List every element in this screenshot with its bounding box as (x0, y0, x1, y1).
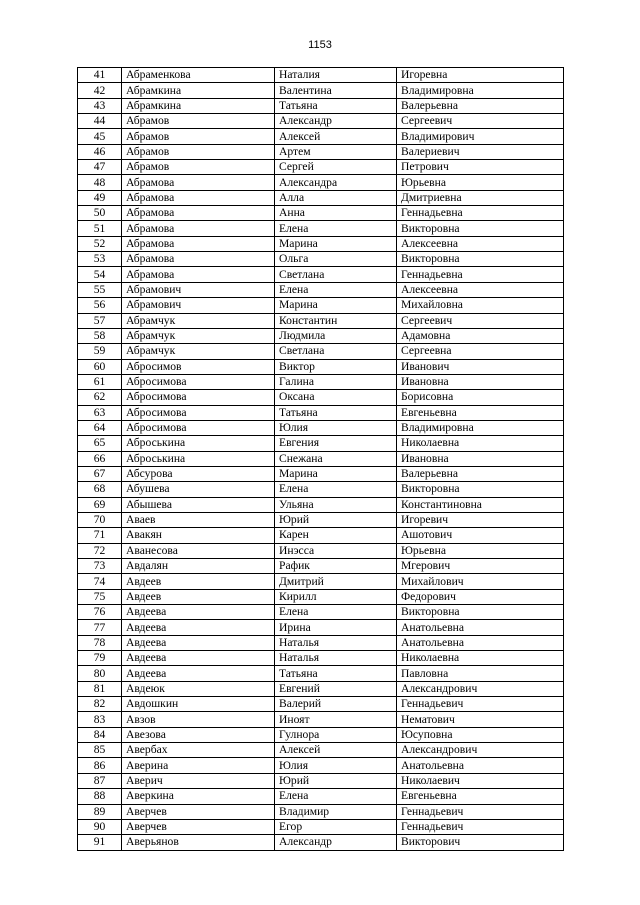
table-row (78, 298, 564, 313)
last-name-cell: Абсурова (122, 466, 275, 481)
table-row (78, 559, 564, 574)
first-name-cell: Александр (275, 835, 397, 850)
last-name-cell: Аверкина (122, 789, 275, 804)
patronymic-cell: Дмитриевна (397, 190, 564, 205)
table-row (78, 436, 564, 451)
first-name-cell: Снежана (275, 451, 397, 466)
row-number-cell: 68 (78, 482, 122, 497)
table-row (78, 190, 564, 205)
row-number-cell: 67 (78, 466, 122, 481)
table-row (78, 68, 564, 83)
row-number-cell: 75 (78, 589, 122, 604)
first-name-cell: Артем (275, 144, 397, 159)
patronymic-cell: Сергеевич (397, 114, 564, 129)
first-name-cell: Юрий (275, 773, 397, 788)
table-row (78, 405, 564, 420)
last-name-cell: Абрамкина (122, 98, 275, 113)
row-number-cell: 84 (78, 727, 122, 742)
last-name-cell: Авдеев (122, 574, 275, 589)
patronymic-cell: Валерьевна (397, 466, 564, 481)
first-name-cell: Елена (275, 482, 397, 497)
table-row (78, 482, 564, 497)
patronymic-cell: Иванович (397, 359, 564, 374)
row-number-cell: 49 (78, 190, 122, 205)
row-number-cell: 48 (78, 175, 122, 190)
table-row (78, 727, 564, 742)
row-number-cell: 76 (78, 605, 122, 620)
row-number-cell: 64 (78, 420, 122, 435)
first-name-cell: Александра (275, 175, 397, 190)
table-row (78, 528, 564, 543)
first-name-cell: Людмила (275, 328, 397, 343)
last-name-cell: Авдеева (122, 666, 275, 681)
table-row (78, 236, 564, 251)
table-row (78, 773, 564, 788)
row-number-cell: 51 (78, 221, 122, 236)
first-name-cell: Иноят (275, 712, 397, 727)
first-name-cell: Елена (275, 789, 397, 804)
row-number-cell: 89 (78, 804, 122, 819)
first-name-cell: Рафик (275, 559, 397, 574)
first-name-cell: Юрий (275, 512, 397, 527)
row-number-cell: 71 (78, 528, 122, 543)
first-name-cell: Дмитрий (275, 574, 397, 589)
row-number-cell: 79 (78, 651, 122, 666)
table-row (78, 681, 564, 696)
patronymic-cell: Федорович (397, 589, 564, 604)
row-number-cell: 55 (78, 282, 122, 297)
last-name-cell: Аверина (122, 758, 275, 773)
first-name-cell: Наталия (275, 68, 397, 83)
row-number-cell: 44 (78, 114, 122, 129)
first-name-cell: Ирина (275, 620, 397, 635)
last-name-cell: Авзов (122, 712, 275, 727)
table-row (78, 144, 564, 159)
last-name-cell: Аваев (122, 512, 275, 527)
patronymic-cell: Николаевна (397, 651, 564, 666)
first-name-cell: Ульяна (275, 497, 397, 512)
table-row (78, 743, 564, 758)
patronymic-cell: Валериевич (397, 144, 564, 159)
patronymic-cell: Александрович (397, 743, 564, 758)
patronymic-cell: Алексеевна (397, 236, 564, 251)
table-row (78, 129, 564, 144)
last-name-cell: Аброськина (122, 451, 275, 466)
row-number-cell: 62 (78, 390, 122, 405)
patronymic-cell: Анатольевна (397, 635, 564, 650)
first-name-cell: Юлия (275, 420, 397, 435)
last-name-cell: Авдошкин (122, 697, 275, 712)
last-name-cell: Абрамова (122, 221, 275, 236)
row-number-cell: 91 (78, 835, 122, 850)
row-number-cell: 72 (78, 543, 122, 558)
row-number-cell: 86 (78, 758, 122, 773)
table-row (78, 206, 564, 221)
last-name-cell: Абрамов (122, 129, 275, 144)
patronymic-cell: Игоревна (397, 68, 564, 83)
first-name-cell: Валентина (275, 83, 397, 98)
table-row (78, 282, 564, 297)
table-row (78, 160, 564, 175)
patronymic-cell: Евгеньевна (397, 405, 564, 420)
first-name-cell: Александр (275, 114, 397, 129)
row-number-cell: 45 (78, 129, 122, 144)
first-name-cell: Владимир (275, 804, 397, 819)
table-row (78, 175, 564, 190)
table-row (78, 758, 564, 773)
table-row (78, 374, 564, 389)
row-number-cell: 65 (78, 436, 122, 451)
patronymic-cell: Геннадьевич (397, 819, 564, 834)
table-row (78, 359, 564, 374)
last-name-cell: Абрамова (122, 267, 275, 282)
first-name-cell: Алексей (275, 129, 397, 144)
last-name-cell: Абросимова (122, 405, 275, 420)
patronymic-cell: Юрьевна (397, 175, 564, 190)
table-row (78, 83, 564, 98)
first-name-cell: Наталья (275, 635, 397, 650)
row-number-cell: 87 (78, 773, 122, 788)
patronymic-cell: Адамовна (397, 328, 564, 343)
table-row (78, 252, 564, 267)
patronymic-cell: Владимировна (397, 83, 564, 98)
first-name-cell: Елена (275, 605, 397, 620)
first-name-cell: Константин (275, 313, 397, 328)
patronymic-cell: Нематович (397, 712, 564, 727)
last-name-cell: Абросимова (122, 374, 275, 389)
table-row (78, 420, 564, 435)
row-number-cell: 42 (78, 83, 122, 98)
patronymic-cell: Викторовна (397, 252, 564, 267)
last-name-cell: Абрамова (122, 236, 275, 251)
first-name-cell: Галина (275, 374, 397, 389)
patronymic-cell: Викторовна (397, 482, 564, 497)
table-row (78, 451, 564, 466)
last-name-cell: Абрамова (122, 190, 275, 205)
table-row (78, 328, 564, 343)
row-number-cell: 70 (78, 512, 122, 527)
first-name-cell: Елена (275, 221, 397, 236)
row-number-cell: 77 (78, 620, 122, 635)
first-name-cell: Карен (275, 528, 397, 543)
row-number-cell: 88 (78, 789, 122, 804)
patronymic-cell: Михайлович (397, 574, 564, 589)
table-row (78, 98, 564, 113)
patronymic-cell: Викторовна (397, 605, 564, 620)
row-number-cell: 56 (78, 298, 122, 313)
first-name-cell: Татьяна (275, 666, 397, 681)
patronymic-cell: Ивановна (397, 374, 564, 389)
patronymic-cell: Анатольевна (397, 758, 564, 773)
first-name-cell: Ольга (275, 252, 397, 267)
patronymic-cell: Сергеевич (397, 313, 564, 328)
patronymic-cell: Геннадьевич (397, 697, 564, 712)
last-name-cell: Аверчев (122, 804, 275, 819)
patronymic-cell: Игоревич (397, 512, 564, 527)
last-name-cell: Авдеева (122, 651, 275, 666)
patronymic-cell: Геннадьевич (397, 804, 564, 819)
last-name-cell: Абышева (122, 497, 275, 512)
last-name-cell: Абрамович (122, 298, 275, 313)
patronymic-cell: Борисовна (397, 390, 564, 405)
first-name-cell: Наталья (275, 651, 397, 666)
first-name-cell: Алексей (275, 743, 397, 758)
first-name-cell: Елена (275, 282, 397, 297)
patronymic-cell: Сергеевна (397, 344, 564, 359)
first-name-cell: Марина (275, 236, 397, 251)
table-row (78, 819, 564, 834)
first-name-cell: Юлия (275, 758, 397, 773)
table-row (78, 466, 564, 481)
table-row (78, 390, 564, 405)
first-name-cell: Татьяна (275, 405, 397, 420)
last-name-cell: Абрамова (122, 206, 275, 221)
table-row (78, 267, 564, 282)
last-name-cell: Авезова (122, 727, 275, 742)
table-row (78, 344, 564, 359)
last-name-cell: Аброськина (122, 436, 275, 451)
last-name-cell: Абушева (122, 482, 275, 497)
patronymic-cell: Анатольевна (397, 620, 564, 635)
patronymic-cell: Николаевна (397, 436, 564, 451)
row-number-cell: 61 (78, 374, 122, 389)
row-number-cell: 73 (78, 559, 122, 574)
patronymic-cell: Викторович (397, 835, 564, 850)
last-name-cell: Авербах (122, 743, 275, 758)
patronymic-cell: Николаевич (397, 773, 564, 788)
row-number-cell: 63 (78, 405, 122, 420)
patronymic-cell: Михайловна (397, 298, 564, 313)
patronymic-cell: Мгерович (397, 559, 564, 574)
last-name-cell: Авдеюк (122, 681, 275, 696)
row-number-cell: 47 (78, 160, 122, 175)
first-name-cell: Марина (275, 466, 397, 481)
first-name-cell: Кирилл (275, 589, 397, 604)
first-name-cell: Инэсса (275, 543, 397, 558)
table-row (78, 313, 564, 328)
row-number-cell: 59 (78, 344, 122, 359)
table-row (78, 697, 564, 712)
table-row (78, 835, 564, 850)
patronymic-cell: Ашотович (397, 528, 564, 543)
last-name-cell: Абросимова (122, 420, 275, 435)
table-row (78, 804, 564, 819)
row-number-cell: 90 (78, 819, 122, 834)
row-number-cell: 81 (78, 681, 122, 696)
last-name-cell: Абросимова (122, 390, 275, 405)
last-name-cell: Абрамов (122, 144, 275, 159)
patronymic-cell: Константиновна (397, 497, 564, 512)
last-name-cell: Авдеева (122, 605, 275, 620)
registry-table (77, 67, 564, 851)
last-name-cell: Абрамкина (122, 83, 275, 98)
first-name-cell: Виктор (275, 359, 397, 374)
table-row (78, 651, 564, 666)
patronymic-cell: Владимировна (397, 420, 564, 435)
table-row (78, 221, 564, 236)
first-name-cell: Марина (275, 298, 397, 313)
last-name-cell: Аверич (122, 773, 275, 788)
row-number-cell: 80 (78, 666, 122, 681)
first-name-cell: Валерий (275, 697, 397, 712)
patronymic-cell: Геннадьевна (397, 206, 564, 221)
last-name-cell: Авдеева (122, 620, 275, 635)
last-name-cell: Абрамов (122, 114, 275, 129)
row-number-cell: 53 (78, 252, 122, 267)
first-name-cell: Евгений (275, 681, 397, 696)
table-row (78, 620, 564, 635)
table-row (78, 114, 564, 129)
last-name-cell: Аверчев (122, 819, 275, 834)
page-number: 1153 (308, 39, 332, 51)
row-number-cell: 52 (78, 236, 122, 251)
patronymic-cell: Павловна (397, 666, 564, 681)
row-number-cell: 78 (78, 635, 122, 650)
first-name-cell: Алла (275, 190, 397, 205)
patronymic-cell: Валерьевна (397, 98, 564, 113)
last-name-cell: Абрамчук (122, 344, 275, 359)
last-name-cell: Авдеев (122, 589, 275, 604)
last-name-cell: Абрамов (122, 160, 275, 175)
last-name-cell: Авдалян (122, 559, 275, 574)
patronymic-cell: Алексеевна (397, 282, 564, 297)
patronymic-cell: Юрьевна (397, 543, 564, 558)
row-number-cell: 60 (78, 359, 122, 374)
patronymic-cell: Петрович (397, 160, 564, 175)
row-number-cell: 50 (78, 206, 122, 221)
patronymic-cell: Юсуповна (397, 727, 564, 742)
last-name-cell: Аванесова (122, 543, 275, 558)
row-number-cell: 43 (78, 98, 122, 113)
first-name-cell: Гулнора (275, 727, 397, 742)
table-row (78, 666, 564, 681)
first-name-cell: Светлана (275, 267, 397, 282)
table-row (78, 574, 564, 589)
patronymic-cell: Геннадьевна (397, 267, 564, 282)
row-number-cell: 66 (78, 451, 122, 466)
row-number-cell: 69 (78, 497, 122, 512)
patronymic-cell: Викторовна (397, 221, 564, 236)
last-name-cell: Аверьянов (122, 835, 275, 850)
row-number-cell: 82 (78, 697, 122, 712)
last-name-cell: Абрамова (122, 252, 275, 267)
last-name-cell: Абрамчук (122, 313, 275, 328)
table-row (78, 589, 564, 604)
last-name-cell: Авдеева (122, 635, 275, 650)
table-row (78, 497, 564, 512)
row-number-cell: 83 (78, 712, 122, 727)
row-number-cell: 41 (78, 68, 122, 83)
last-name-cell: Абрамович (122, 282, 275, 297)
row-number-cell: 74 (78, 574, 122, 589)
first-name-cell: Оксана (275, 390, 397, 405)
first-name-cell: Светлана (275, 344, 397, 359)
table-row (78, 543, 564, 558)
first-name-cell: Евгения (275, 436, 397, 451)
last-name-cell: Абросимов (122, 359, 275, 374)
table-row (78, 635, 564, 650)
last-name-cell: Авакян (122, 528, 275, 543)
patronymic-cell: Владимирович (397, 129, 564, 144)
first-name-cell: Анна (275, 206, 397, 221)
registry-table-body (78, 68, 564, 851)
first-name-cell: Егор (275, 819, 397, 834)
last-name-cell: Абраменкова (122, 68, 275, 83)
last-name-cell: Абрамова (122, 175, 275, 190)
patronymic-cell: Александрович (397, 681, 564, 696)
table-row (78, 712, 564, 727)
patronymic-cell: Евгеньевна (397, 789, 564, 804)
table-row (78, 605, 564, 620)
row-number-cell: 85 (78, 743, 122, 758)
table-row (78, 789, 564, 804)
patronymic-cell: Ивановна (397, 451, 564, 466)
row-number-cell: 58 (78, 328, 122, 343)
last-name-cell: Абрамчук (122, 328, 275, 343)
row-number-cell: 57 (78, 313, 122, 328)
row-number-cell: 46 (78, 144, 122, 159)
table-row (78, 512, 564, 527)
first-name-cell: Сергей (275, 160, 397, 175)
row-number-cell: 54 (78, 267, 122, 282)
first-name-cell: Татьяна (275, 98, 397, 113)
